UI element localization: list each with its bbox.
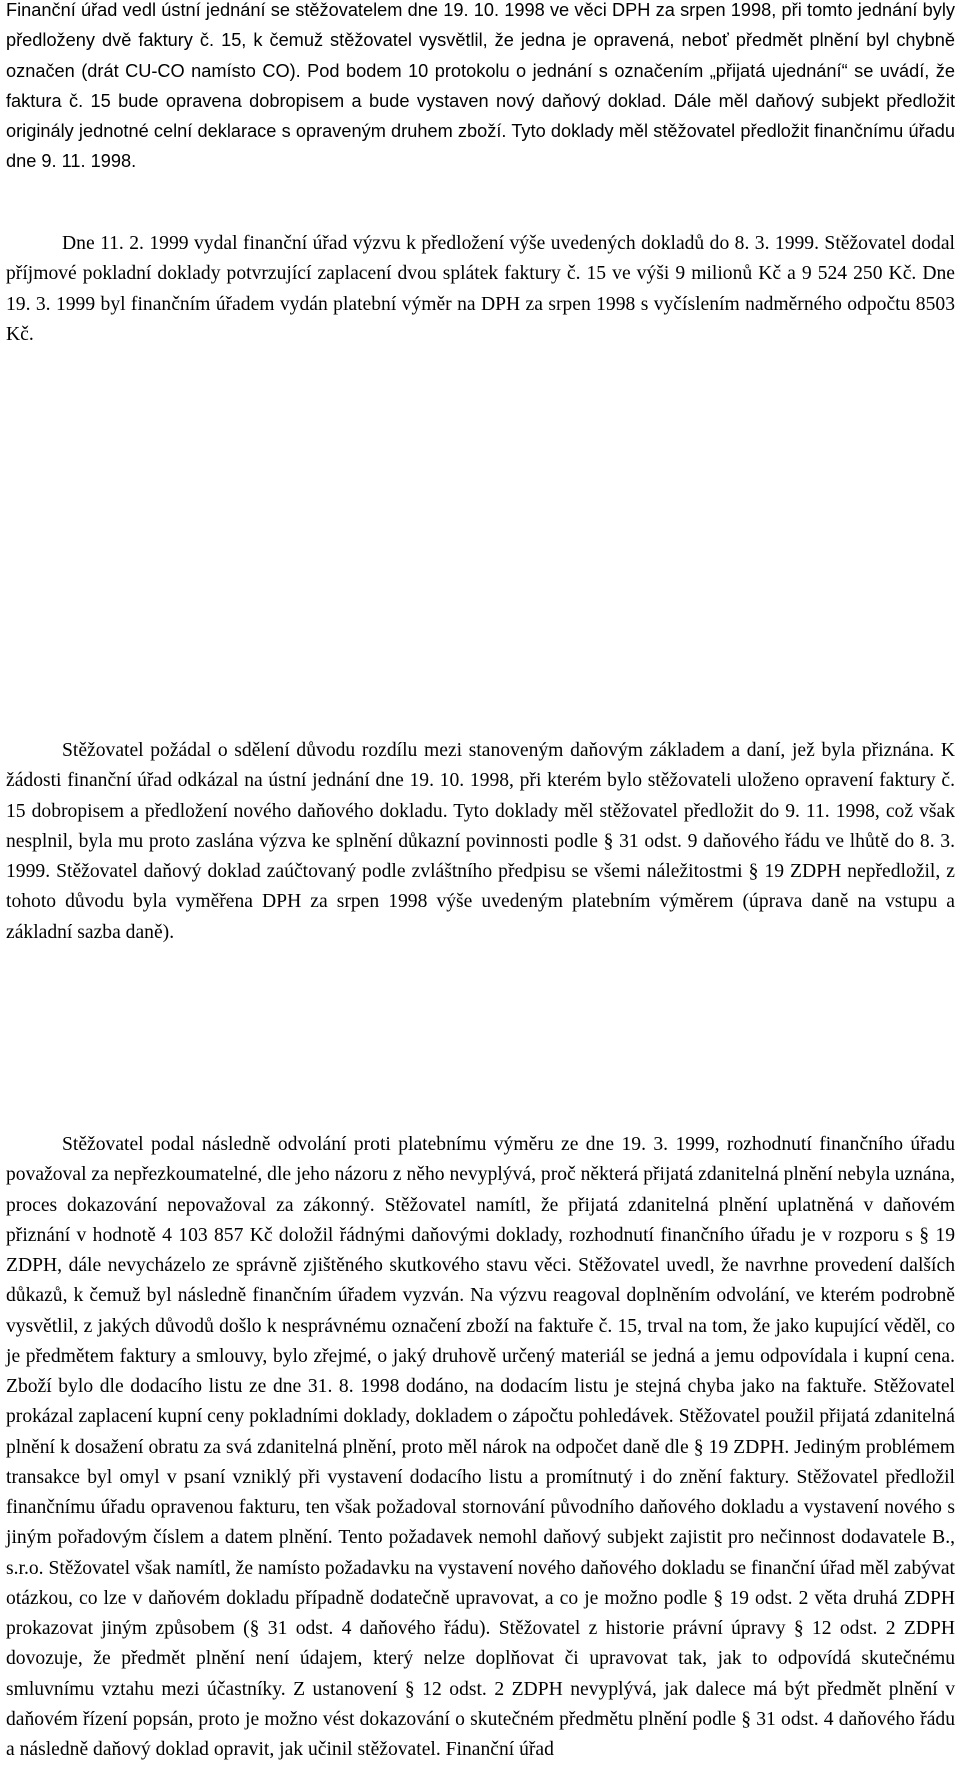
paragraph-appeal: Stěžovatel podal následně odvolání proti platebnímu výměru ze dne 19. 3. 1999, rozhodnutí finančního úřadu považoval za nepřezkoumatelné, dle jeho názoru z něho nevyplývá, proč některá přijatá zdanitelná plnění nebyla uznána, proces dokazování nepovažoval za zákonný. Stěžovatel namítl, že přijatá zdanitelná plnění uplatněná v daňovém přiznání v hodnotě 4 103 857 Kč doložil řádnými daňovými doklady, rozhodnutí finančního úřadu je v rozporu s § 19 ZDPH, dále nevycházelo ze správně zjištěného skutkového stavu věci. Stěžovatel uvedl, že navrhne provedení dalších důkazů, k čemuž byl následně finančním úřadem vyzván. Na výzvu reagoval doplněním odvolání, ve kterém podrobně vysvětlil, z jakých důvodů došlo k nesprávnému označení zboží na faktuře č. 15, trval na tom, že jako kupující věděl, co je předmětem faktury a smlouvy, bylo zřejmé, o jaký druhově určený materiál se jedná a jemu odpovídala i kupní cena. Zboží bylo dle dodacího listu ze dne 31. 8. 1998 dodáno, na dodacím listu je stejná chyba jako na faktuře. Stěžovatel prokázal zaplacení kupní ceny pokladními doklady, dokladem o zápočtu pohledávek. Stěžovatel použil přijatá zdanitelná plnění k dosažení obratu za svá zdanitelná plnění, proto měl nárok na odpočet daně dle § 19 ZDPH. Jediným problémem transakce byl omyl v psaní vzniklý při vystavení dodacího listu a promítnutý i do znění faktury. Stěžovatel předložil finančnímu úřadu opravenou fakturu, ten však požadoval stornování původního daňového dokladu a vystavení nového s jiným pořadovým číslem a datem plnění. Tento požadavek nemohl daňový subjekt zajistit pro nečinnost dodavatele B., s.r.o. Stěžovatel však namítl, že namísto požadavku na vystavení nového daňového dokladu se finanční úřad měl zabývat otázkou, co lze v daňovém dokladu případně dodatečně upravovat, a co je možno podle § 19 odst. 2 věta druhá ZDPH prokazovat jiným způsobem (§ 31 odst. 4 daňového řádu). Stěžovatel z historie právní úpravy § 12 odst. 2 ZDPH dovozuje, že předmět plnění není údajem, který nelze doplňovat či upravovat tak, jak to odpovídá skutečnému smluvnímu vztahu mezi účastníky. Z ustanovení § 12 odst. 2 ZDPH nevyplývá, jak dalece má být předmět plnění v daňovém řízení popsán, proto je možno vést dokazování o skutečném předmětu plnění podle § 31 odst. 4 daňového řádu a následně daňový doklad opravit, jak učinil stěžovatel. Finanční úřad [6, 1134, 955, 1760]
paragraph-hearing: Finanční úřad vedl ústní jednání se stěžovatelem dne 19. 10. 1998 ve věci DPH za srpen 1998, při tomto jednání byly předloženy dvě faktury č. 15, k čemuž stěžovatel vysvětlil, že jedna je opravená, neboť předmět plnění byl chybně označen (drát CU-CO namísto CO). Pod bodem 10 protokolu o jednání s označením „přijatá ujednání“ se uvádí, že faktura č. 15 bude opravena dobropisem a bude vystaven nový daňový doklad. Dále měl daňový subjekt předložit originály jednotné celní deklarace s opraveným druhem zboží. Tyto doklady měl stěžovatel předložit finančnímu úřadu dne 9. 11. 1998. [6, 0, 955, 172]
paragraph-summons: Dne 11. 2. 1999 vydal finanční úřad výzvu k předložení výše uvedených dokladů do 8. 3. 1999. Stěžovatel dodal příjmové pokladní doklady potvrzující zaplacení dvou splátek faktury č. 15 ve výši 9 milionů Kč a 9 524 250 Kč. Dne 19. 3. 1999 byl finančním úřadem vydán platební výměr na DPH za srpen 1998 s vyčíslením nadměrného odpočtu 8503 Kč. [6, 233, 955, 345]
paragraph-request: Stěžovatel požádal o sdělení důvodu rozdílu mezi stanoveným daňovým základem a daní, jež byla přiznána. K žádosti finanční úřad odkázal na ústní jednání dne 19. 10. 1998, při kterém bylo stěžovateli uloženo opravení faktury č. 15 dobropisem a předložení nového daňového dokladu. Tyto doklady měl stěžovatel předložit do 9. 11. 1998, což však nesplnil, byla mu proto zaslána výzva ke splnění důkazní povinnosti podle § 31 odst. 9 daňového řádu ve lhůtě do 8. 3. 1999. Stěžovatel daňový doklad zaúčtovaný podle zvláštního předpisu se všemi náležitostmi § 19 ZDPH nepředložil, z tohoto důvodu byla vyměřena DPH za srpen 1998 výše uvedeným platebním výměrem (úprava daně na vstupu a základní sazba daně). [6, 740, 955, 943]
